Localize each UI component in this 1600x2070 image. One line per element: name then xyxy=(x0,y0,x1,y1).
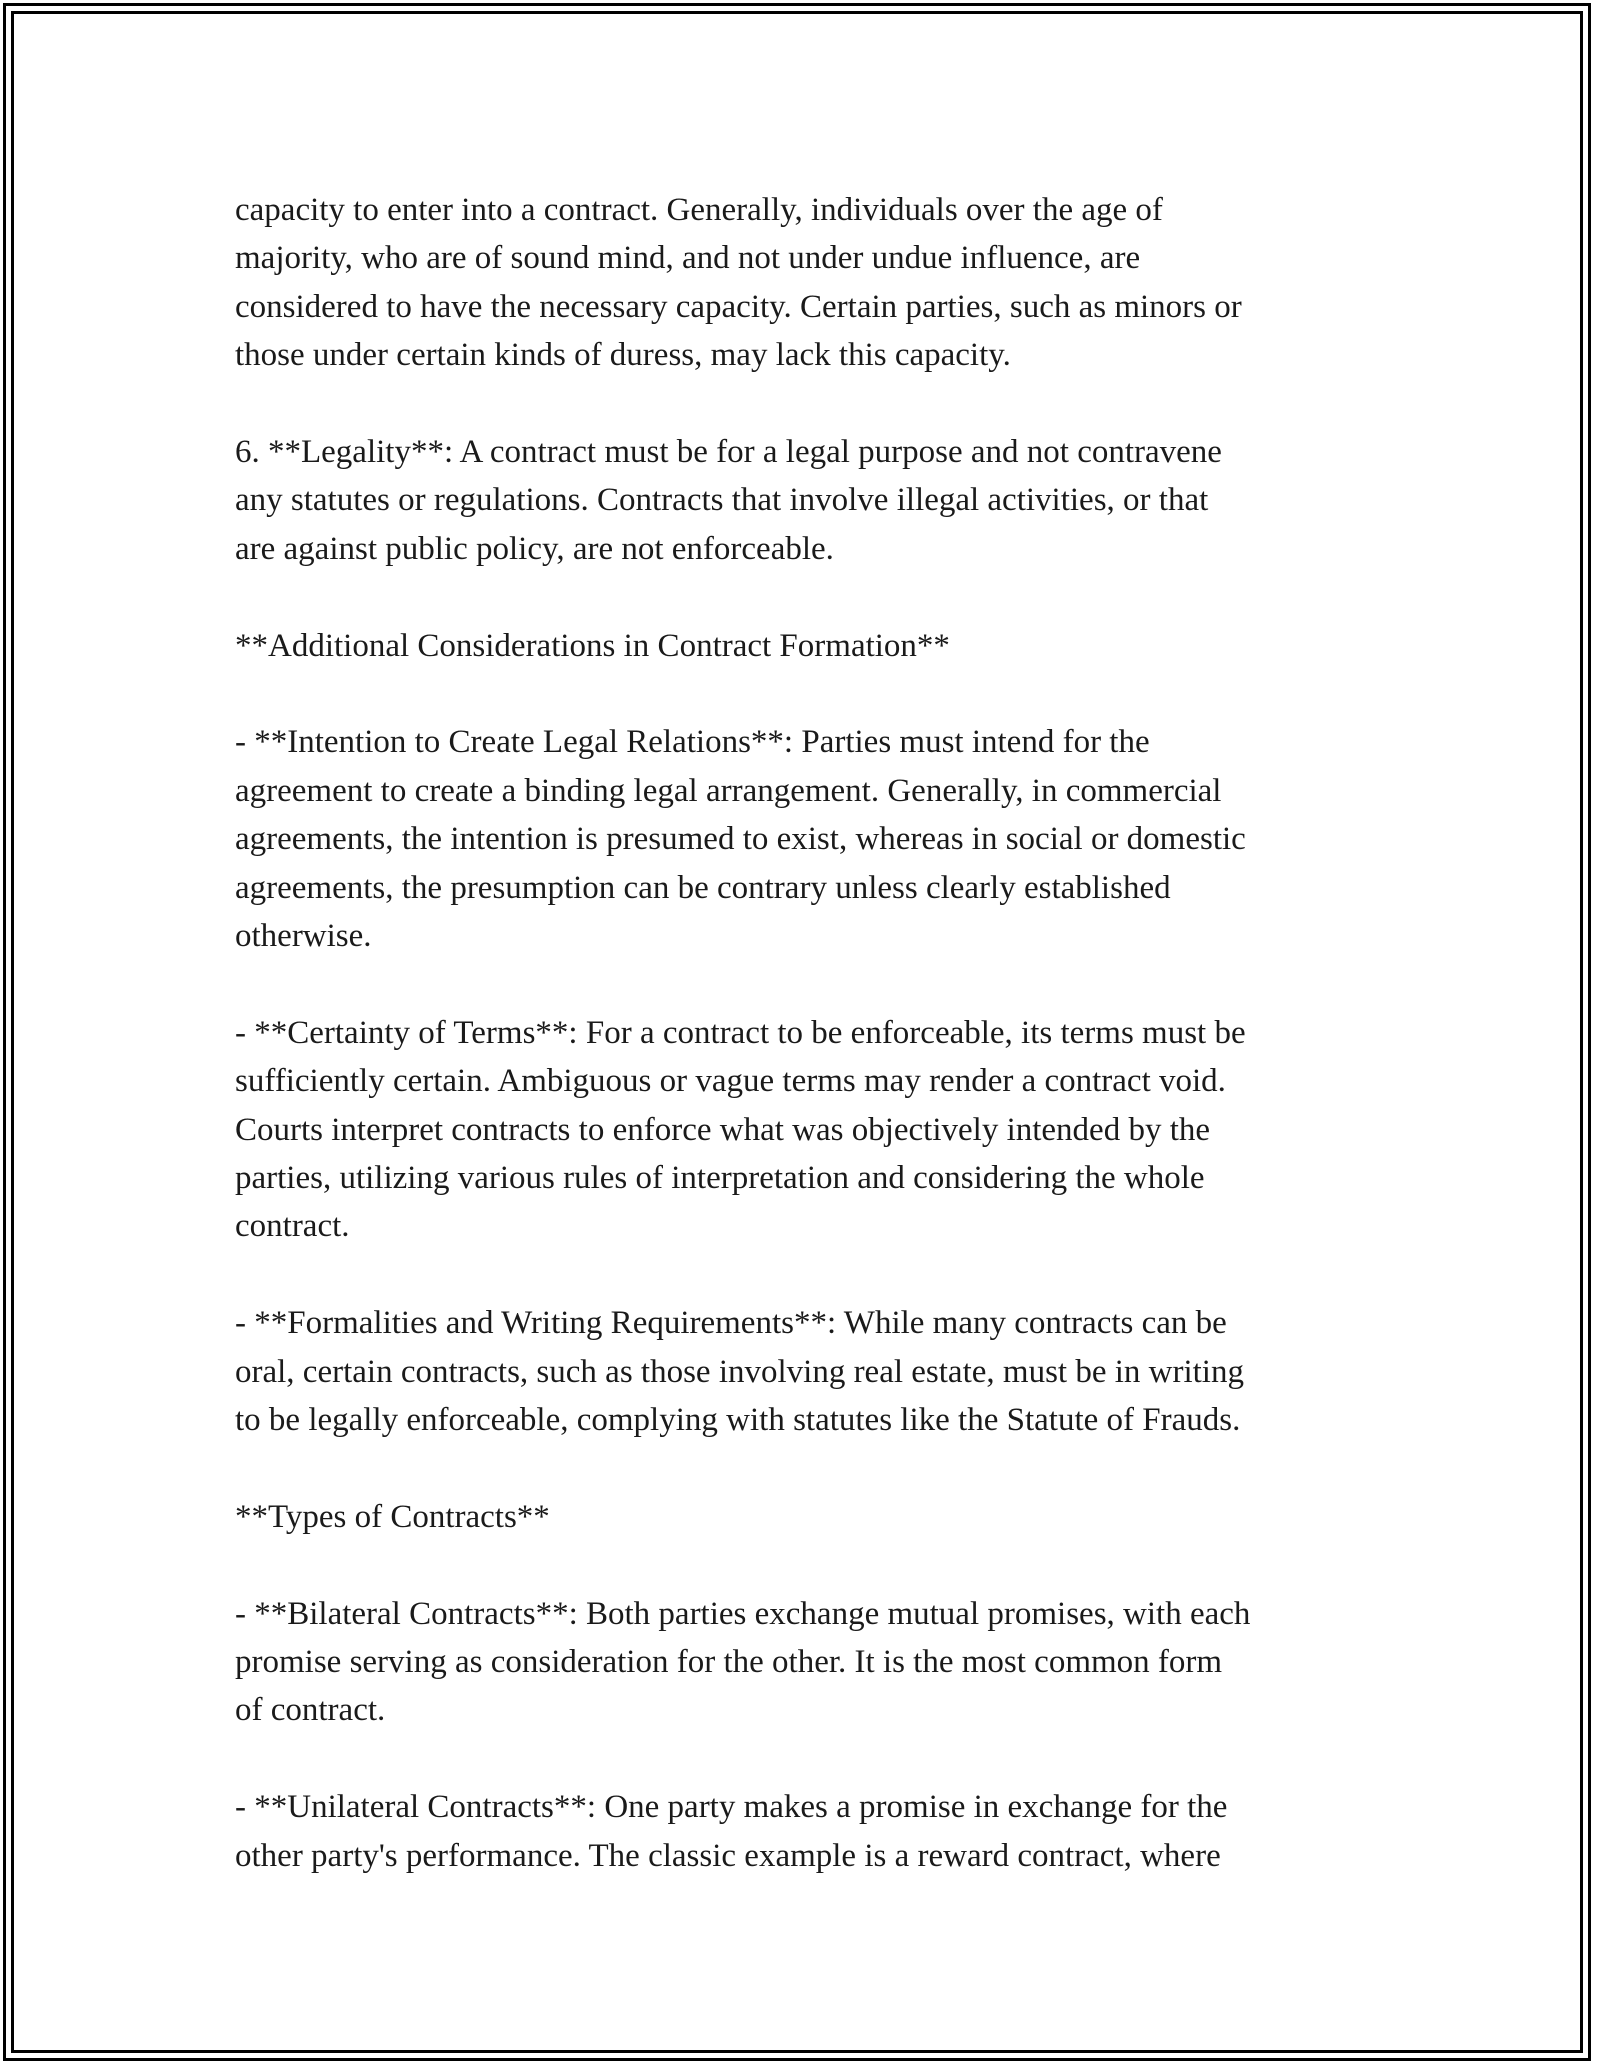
paragraph-certainty-of-terms: - **Certainty of Terms**: For a contract to be enforceable, its terms must be sufficiently certain. Ambiguous or vague terms may render a contract void. Courts interpret contracts to enforce what was objectively intended by the parties, utilizing various rules of interpretation and considering the whole contract. xyxy=(235,1014,1246,1245)
section-heading-types-of-contracts: **Types of Contracts** xyxy=(235,1498,550,1535)
paragraph-capacity-continued: capacity to enter into a contract. Generally, individuals over the age of majority, who are of sound mind, and not under undue influence, are considered to have the necessary capacity. Certain parties, such as minors or those under certain kinds of duress, may lack this capacity. xyxy=(235,192,1242,374)
section-heading-additional-considerations: **Additional Considerations in Contract Formation** xyxy=(235,627,950,664)
paragraph-legality: 6. **Legality**: A contract must be for a legal purpose and not contravene any statutes or regulations. Contracts that involve illegal activities, or that are against public policy, are not enforceable. xyxy=(235,434,1222,567)
paragraph-formalities-writing: - **Formalities and Writing Requirements**: While many contracts can be oral, certain contracts, such as those involving real estate, must be in writing to be legally enforceable, complying with statutes like the Statute of Frauds. xyxy=(235,1305,1244,1439)
paragraph-bilateral-contracts: - **Bilateral Contracts**: Both parties exchange mutual promises, with each promise serving as consideration for the other. It is the most common form of contract. xyxy=(235,1595,1251,1729)
document-body xyxy=(235,186,1370,1880)
paragraph-intention-legal-relations: - **Intention to Create Legal Relations**: Parties must intend for the agreement to create a binding legal arrangement. Generally, in commercial agreements, the intention is presumed to exist, whereas in social or domestic agreements, the presumption can be contrary unless clearly established otherwise. xyxy=(235,724,1246,955)
paragraph-unilateral-contracts: - **Unilateral Contracts**: One party makes a promise in exchange for the other party's performance. The classic example is a reward contract, where xyxy=(235,1789,1228,1874)
